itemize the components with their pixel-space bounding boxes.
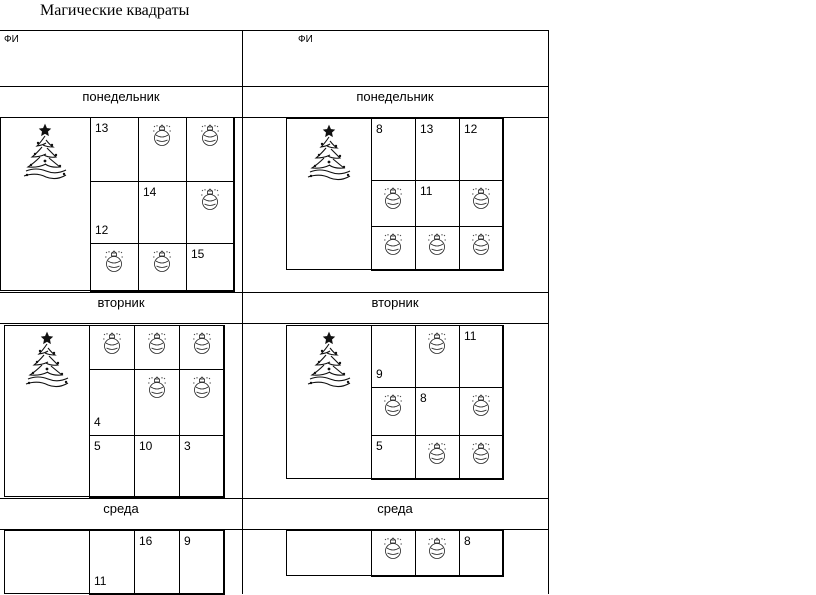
ornament-ball-icon xyxy=(150,249,174,275)
cell-number: 8 xyxy=(464,534,471,548)
cell-number: 11 xyxy=(94,574,107,588)
ornament-ball-icon xyxy=(150,123,174,149)
name-label-left: ФИ xyxy=(4,34,19,45)
cell-number: 8 xyxy=(376,122,383,136)
christmas-tree-icon xyxy=(22,331,72,389)
ornament-ball-icon xyxy=(425,536,449,562)
cell-number: 9 xyxy=(376,367,383,381)
cell-number: 13 xyxy=(420,122,434,136)
ornament-ball-icon xyxy=(100,331,124,357)
christmas-tree-icon xyxy=(20,123,70,181)
table-divider xyxy=(0,86,549,87)
cell-number: 15 xyxy=(191,247,205,261)
day-label-wednesday-right: среда xyxy=(377,501,413,516)
name-label-right: ФИ xyxy=(298,34,313,45)
ornament-ball-icon xyxy=(198,123,222,149)
ornament-ball-icon xyxy=(425,232,449,258)
ornament-ball-icon xyxy=(190,331,214,357)
day-label-wednesday-left: среда xyxy=(103,501,139,516)
cell-number: 13 xyxy=(95,121,109,135)
ornament-ball-icon xyxy=(381,536,405,562)
table-divider xyxy=(0,498,549,499)
cell-number: 5 xyxy=(94,439,101,453)
cell-number: 10 xyxy=(139,439,153,453)
ornament-ball-icon xyxy=(381,186,405,212)
ornament-ball-icon xyxy=(190,375,214,401)
ornament-ball-icon xyxy=(381,232,405,258)
ornament-ball-icon xyxy=(102,249,126,275)
day-label-tuesday-left: вторник xyxy=(97,295,145,310)
ornament-ball-icon xyxy=(469,232,493,258)
table-border-right xyxy=(548,30,549,594)
table-divider xyxy=(0,292,549,293)
table-divider xyxy=(0,323,549,324)
ornament-ball-icon xyxy=(469,186,493,212)
day-label-tuesday-right: вторник xyxy=(371,295,419,310)
day-label-monday-left: понедельник xyxy=(82,89,160,104)
ornament-ball-icon xyxy=(145,331,169,357)
cell-number: 4 xyxy=(94,415,101,429)
cell-number: 3 xyxy=(184,439,191,453)
cell-number: 5 xyxy=(376,439,383,453)
ornament-ball-icon xyxy=(145,375,169,401)
ornament-ball-icon xyxy=(425,441,449,467)
ornament-ball-icon xyxy=(198,187,222,213)
cell-number: 9 xyxy=(184,534,191,548)
cell-number: 12 xyxy=(95,223,109,237)
ornament-ball-icon xyxy=(469,393,493,419)
ornament-ball-icon xyxy=(469,441,493,467)
christmas-tree-icon xyxy=(304,331,354,389)
cell-number: 11 xyxy=(420,184,433,198)
ornament-ball-icon xyxy=(425,331,449,357)
cell-number: 8 xyxy=(420,391,427,405)
cell-number: 11 xyxy=(464,329,477,343)
cell-number: 12 xyxy=(464,122,478,136)
cell-number: 16 xyxy=(139,534,153,548)
table-border-top xyxy=(0,30,549,31)
christmas-tree-icon xyxy=(304,124,354,182)
ornament-ball-icon xyxy=(381,393,405,419)
day-label-monday-right: понедельник xyxy=(356,89,434,104)
cell-number: 14 xyxy=(143,185,157,199)
document-title: Магические квадраты xyxy=(40,2,190,19)
